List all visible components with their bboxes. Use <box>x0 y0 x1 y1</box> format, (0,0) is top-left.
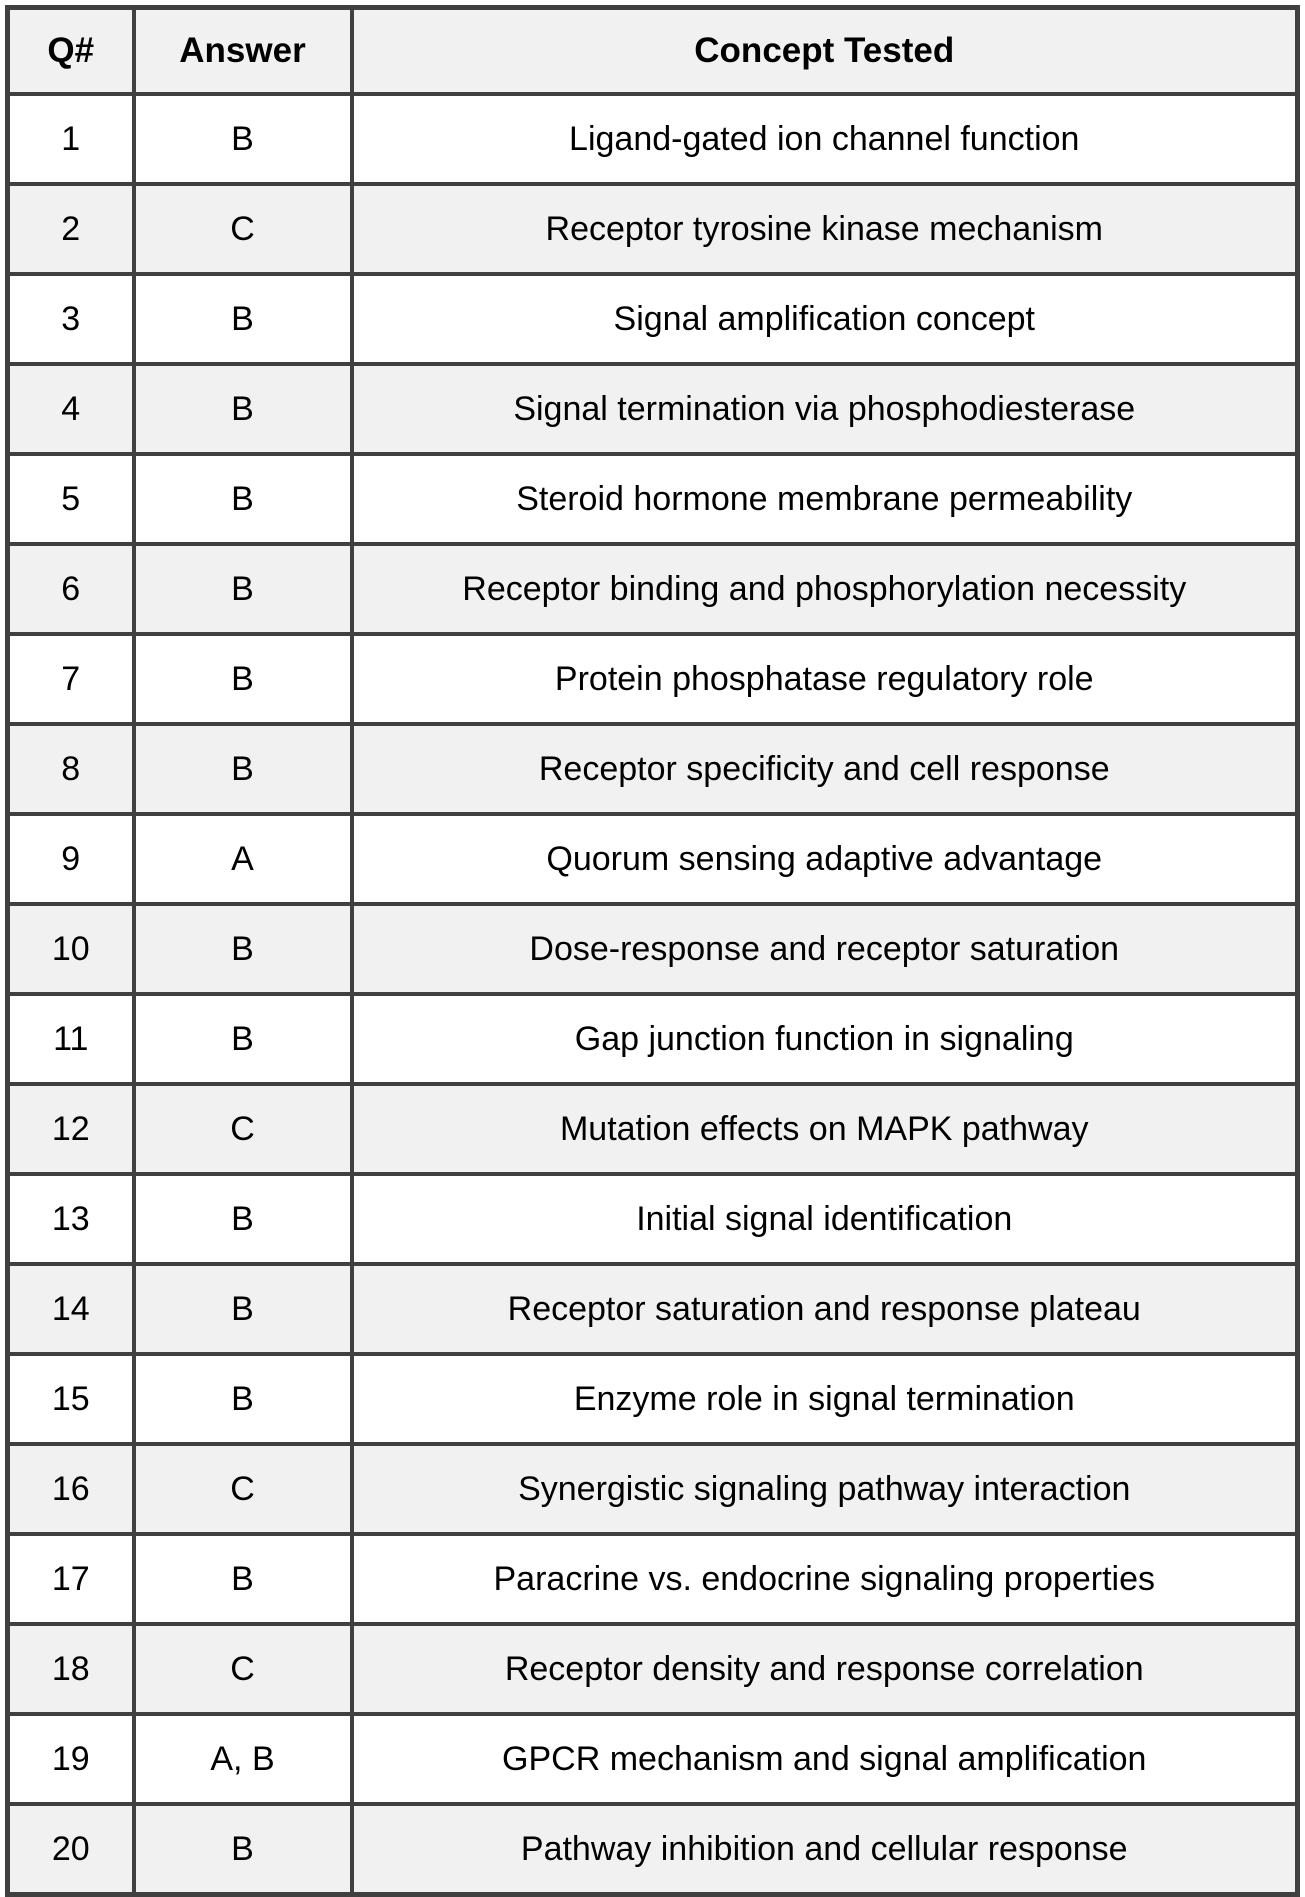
answer-cell: B <box>134 1264 352 1354</box>
table-row <box>8 1264 1298 1354</box>
table-row <box>8 1534 1298 1624</box>
question-number-cell: 17 <box>8 1534 134 1624</box>
table-row <box>8 724 1298 814</box>
table-row <box>8 1444 1298 1534</box>
answer-cell: B <box>134 994 352 1084</box>
question-number-cell: 11 <box>8 994 134 1084</box>
table-row <box>8 994 1298 1084</box>
concept-cell: Receptor specificity and cell response <box>352 724 1298 814</box>
concept-cell: GPCR mechanism and signal amplification <box>352 1714 1298 1804</box>
question-number-cell: 6 <box>8 544 134 634</box>
concept-cell: Mutation effects on MAPK pathway <box>352 1084 1298 1174</box>
concept-cell: Synergistic signaling pathway interaction <box>352 1444 1298 1534</box>
question-number-cell: 16 <box>8 1444 134 1534</box>
table-row <box>8 1354 1298 1444</box>
header-question-number: Q# <box>8 8 134 95</box>
table-row <box>8 814 1298 904</box>
answer-cell: B <box>134 724 352 814</box>
answer-cell: A, B <box>134 1714 352 1804</box>
question-number-cell: 4 <box>8 364 134 454</box>
question-number-cell: 18 <box>8 1624 134 1714</box>
table-row <box>8 1624 1298 1714</box>
answer-cell: B <box>134 1354 352 1444</box>
table-row <box>8 184 1298 274</box>
table-row <box>8 364 1298 454</box>
concept-cell: Receptor saturation and response plateau <box>352 1264 1298 1354</box>
concept-cell: Ligand-gated ion channel function <box>352 94 1298 184</box>
answer-key-table <box>5 5 1300 1897</box>
answer-cell: A <box>134 814 352 904</box>
answer-cell: B <box>134 364 352 454</box>
table-header <box>8 8 1298 95</box>
concept-cell: Dose-response and receptor saturation <box>352 904 1298 994</box>
answer-cell: B <box>134 94 352 184</box>
concept-cell: Gap junction function in signaling <box>352 994 1298 1084</box>
question-number-cell: 10 <box>8 904 134 994</box>
concept-cell: Enzyme role in signal termination <box>352 1354 1298 1444</box>
answer-cell: B <box>134 1534 352 1624</box>
question-number-cell: 7 <box>8 634 134 724</box>
question-number-cell: 2 <box>8 184 134 274</box>
concept-cell: Steroid hormone membrane permeability <box>352 454 1298 544</box>
concept-cell: Pathway inhibition and cellular response <box>352 1804 1298 1895</box>
header-answer: Answer <box>134 8 352 95</box>
table-row <box>8 1714 1298 1804</box>
table-row <box>8 634 1298 724</box>
question-number-cell: 19 <box>8 1714 134 1804</box>
question-number-cell: 5 <box>8 454 134 544</box>
header-row <box>8 8 1298 95</box>
answer-cell: B <box>134 454 352 544</box>
concept-cell: Quorum sensing adaptive advantage <box>352 814 1298 904</box>
answer-cell: C <box>134 1624 352 1714</box>
answer-cell: B <box>134 544 352 634</box>
table-row <box>8 94 1298 184</box>
concept-cell: Signal termination via phosphodiesterase <box>352 364 1298 454</box>
answer-cell: B <box>134 634 352 724</box>
answer-cell: C <box>134 1444 352 1534</box>
answer-cell: B <box>134 1804 352 1895</box>
table-row <box>8 274 1298 364</box>
question-number-cell: 14 <box>8 1264 134 1354</box>
concept-cell: Initial signal identification <box>352 1174 1298 1264</box>
question-number-cell: 13 <box>8 1174 134 1264</box>
answer-cell: C <box>134 1084 352 1174</box>
answer-cell: C <box>134 184 352 274</box>
table-row <box>8 1084 1298 1174</box>
table-row <box>8 904 1298 994</box>
concept-cell: Protein phosphatase regulatory role <box>352 634 1298 724</box>
answer-cell: B <box>134 904 352 994</box>
table-body <box>8 94 1298 1895</box>
question-number-cell: 20 <box>8 1804 134 1895</box>
table-row <box>8 1804 1298 1895</box>
concept-cell: Receptor binding and phosphorylation necessity <box>352 544 1298 634</box>
question-number-cell: 15 <box>8 1354 134 1444</box>
concept-cell: Signal amplification concept <box>352 274 1298 364</box>
table-row <box>8 544 1298 634</box>
question-number-cell: 9 <box>8 814 134 904</box>
answer-cell: B <box>134 1174 352 1264</box>
concept-cell: Paracrine vs. endocrine signaling properties <box>352 1534 1298 1624</box>
concept-cell: Receptor tyrosine kinase mechanism <box>352 184 1298 274</box>
table-row <box>8 1174 1298 1264</box>
question-number-cell: 12 <box>8 1084 134 1174</box>
question-number-cell: 8 <box>8 724 134 814</box>
question-number-cell: 1 <box>8 94 134 184</box>
answer-cell: B <box>134 274 352 364</box>
question-number-cell: 3 <box>8 274 134 364</box>
table-row <box>8 454 1298 544</box>
concept-cell: Receptor density and response correlation <box>352 1624 1298 1714</box>
header-concept-tested: Concept Tested <box>352 8 1298 95</box>
